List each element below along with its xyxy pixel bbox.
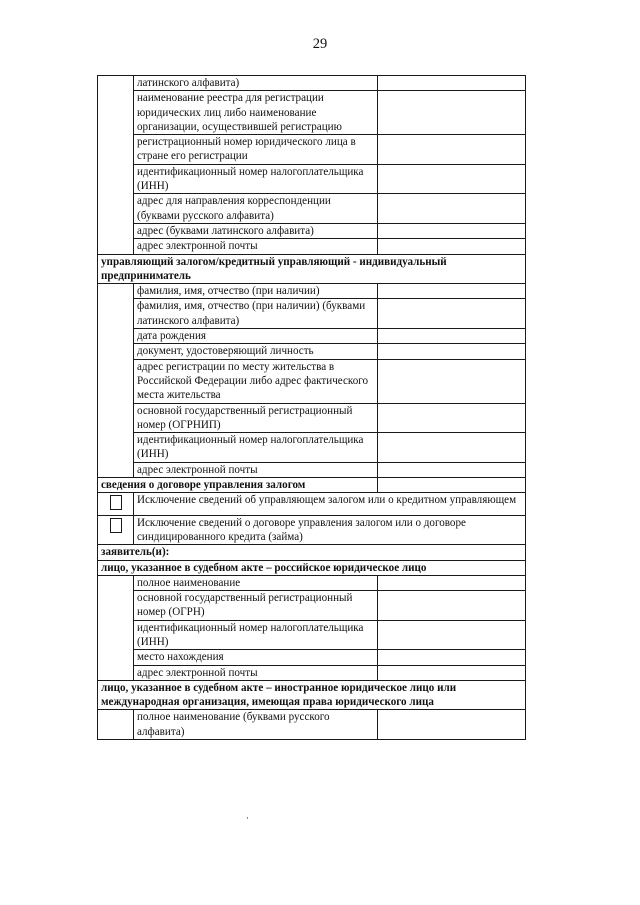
field-label: адрес электронной почты [134,239,378,254]
page-number: 29 [312,36,328,52]
checkbox-cell[interactable] [98,515,134,545]
field-value[interactable] [378,223,526,238]
field-label: дата рождения [134,329,378,344]
section-heading-row [98,680,526,710]
field-value[interactable] [378,591,526,621]
field-label: идентификационный номер налогоплательщика (ИНН) [134,433,378,463]
indent-cell [98,710,134,740]
checkbox-label: Исключение сведений об управляющем залогом или о кредитном управляющем [134,493,526,515]
table-row [98,76,526,91]
field-value[interactable] [378,650,526,665]
checkbox-row [98,515,526,545]
table-row [98,650,526,665]
table-row [98,284,526,299]
stray-mark: · [246,813,249,823]
field-value[interactable] [378,299,526,329]
checkbox-cell[interactable] [98,493,134,515]
indent-cell [98,575,134,680]
table-row [98,403,526,433]
field-label: регистрационный номер юридического лица в стране его регистрации [134,135,378,165]
field-value[interactable] [378,478,526,493]
section-heading: лицо, указанное в судебном акте – российское юридическое лицо [98,560,526,575]
section-heading: заявитель(и): [98,545,526,560]
field-value[interactable] [378,710,526,740]
table-row [98,665,526,680]
field-value[interactable] [378,76,526,91]
field-label: латинского алфавита) [134,76,378,91]
form-table [97,75,526,740]
table-row [98,710,526,740]
field-label: идентификационный номер налогоплательщика (ИНН) [134,620,378,650]
section-heading: лицо, указанное в судебном акте – иностранное юридическое лицо или международная организация, имеющая права юридического лица [98,680,526,710]
section-heading-row [98,545,526,560]
field-label: основной государственный регистрационный номер (ОГРНИП) [134,403,378,433]
field-value[interactable] [378,329,526,344]
field-label: адрес электронной почты [134,665,378,680]
field-value[interactable] [378,359,526,403]
field-value[interactable] [378,91,526,135]
checkbox-row [98,493,526,515]
field-label: наименование реестра для регистрации юридических лиц либо наименование организации, осуществившей регистрацию [134,91,378,135]
field-value[interactable] [378,135,526,165]
table-row [98,194,526,224]
table-row [98,329,526,344]
table-row [98,591,526,621]
section-heading: управляющий залогом/кредитный управляющий - индивидуальный предприниматель [98,254,526,284]
table-row [98,575,526,590]
field-value[interactable] [378,433,526,463]
field-label: полное наименование (буквами русского алфавита) [134,710,378,740]
indent-cell [98,76,134,255]
field-label: место нахождения [134,650,378,665]
table-row [98,164,526,194]
checkbox[interactable] [110,495,122,510]
table-row [98,433,526,463]
field-value[interactable] [378,344,526,359]
field-label: документ, удостоверяющий личность [134,344,378,359]
field-label: адрес регистрации по месту жительства в Российской Федерации либо адрес фактического места жительства [134,359,378,403]
field-label: адрес электронной почты [134,462,378,477]
checkbox-label: Исключение сведений о договоре управления залогом или о договоре синдицированного кредита (займа) [134,515,526,545]
field-value[interactable] [378,239,526,254]
table-row [98,620,526,650]
field-label: полное наименование [134,575,378,590]
field-value[interactable] [378,194,526,224]
section-heading-row [98,560,526,575]
field-value[interactable] [378,462,526,477]
section-heading-row [98,254,526,284]
table-row [98,462,526,477]
field-value[interactable] [378,575,526,590]
field-label: идентификационный номер налогоплательщика (ИНН) [134,164,378,194]
table-row [98,91,526,135]
field-value[interactable] [378,665,526,680]
field-value[interactable] [378,284,526,299]
field-label: основной государственный регистрационный номер (ОГРН) [134,591,378,621]
indent-cell [98,284,134,478]
field-label: адрес (буквами латинского алфавита) [134,223,378,238]
table-row [98,135,526,165]
section-heading: сведения о договоре управления залогом [98,478,378,493]
table-row [98,223,526,238]
table-row [98,239,526,254]
field-label: фамилия, имя, отчество (при наличии) [134,284,378,299]
field-value[interactable] [378,403,526,433]
table-row [98,359,526,403]
field-label: адрес для направления корреспонденции (буквами русского алфавита) [134,194,378,224]
table-row [98,344,526,359]
field-value[interactable] [378,164,526,194]
section-heading-row [98,478,526,493]
table-row [98,299,526,329]
field-value[interactable] [378,620,526,650]
field-label: фамилия, имя, отчество (при наличии) (буквами латинского алфавита) [134,299,378,329]
checkbox[interactable] [110,518,122,533]
